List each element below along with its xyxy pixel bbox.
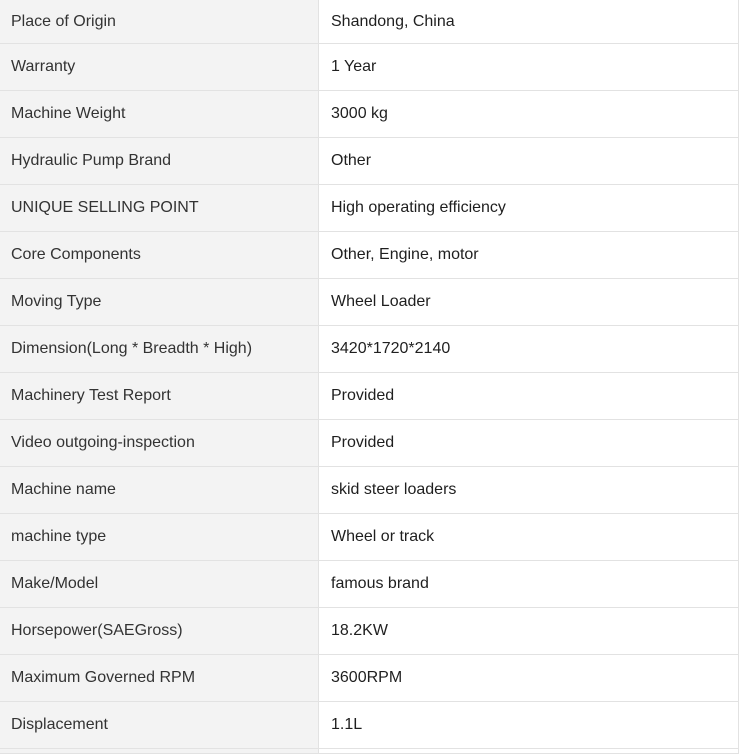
spec-value: 3420*1720*2140 [319, 326, 739, 373]
spec-value: Wheel or track [319, 514, 739, 561]
table-row [0, 655, 739, 702]
spec-value: 3000 kg [319, 91, 739, 138]
spec-value: Shandong, China [319, 0, 739, 44]
spec-value: Provided [319, 373, 739, 420]
table-row [0, 514, 739, 561]
spec-label: Dimension(Long * Breadth * High) [0, 326, 319, 373]
table-row [0, 561, 739, 608]
spec-value: 18.2KW [319, 608, 739, 655]
spec-label: Hydraulic Pump Brand [0, 138, 319, 185]
spec-value: 3600RPM [319, 655, 739, 702]
spec-value: Other, Engine, motor [319, 232, 739, 279]
spec-label: Horsepower(SAEGross) [0, 608, 319, 655]
spec-label: Make/Model [0, 561, 319, 608]
spec-label-empty [0, 749, 319, 754]
spec-label: Core Components [0, 232, 319, 279]
table-row [0, 91, 739, 138]
table-row [0, 326, 739, 373]
spec-label: Displacement [0, 702, 319, 749]
spec-value: Wheel Loader [319, 279, 739, 326]
spec-label: UNIQUE SELLING POINT [0, 185, 319, 232]
table-row [0, 279, 739, 326]
table-row-partial [0, 749, 739, 754]
table-row [0, 467, 739, 514]
spec-label: Warranty [0, 44, 319, 91]
table-row [0, 373, 739, 420]
spec-value: skid steer loaders [319, 467, 739, 514]
spec-label: Moving Type [0, 279, 319, 326]
spec-value-empty [319, 749, 739, 754]
spec-label: Machine Weight [0, 91, 319, 138]
spec-label: Maximum Governed RPM [0, 655, 319, 702]
spec-value: Other [319, 138, 739, 185]
table-row [0, 608, 739, 655]
table-row [0, 420, 739, 467]
spec-label: machine type [0, 514, 319, 561]
table-row [0, 138, 739, 185]
spec-value: 1 Year [319, 44, 739, 91]
table-row [0, 702, 739, 749]
table-row [0, 185, 739, 232]
table-row [0, 0, 739, 44]
spec-label: Machinery Test Report [0, 373, 319, 420]
table-row [0, 44, 739, 91]
spec-value: 1.1L [319, 702, 739, 749]
spec-label: Machine name [0, 467, 319, 514]
spec-value: High operating efficiency [319, 185, 739, 232]
spec-label: Video outgoing-inspection [0, 420, 319, 467]
table-row [0, 232, 739, 279]
spec-label: Place of Origin [0, 0, 319, 44]
spec-value: famous brand [319, 561, 739, 608]
spec-value: Provided [319, 420, 739, 467]
